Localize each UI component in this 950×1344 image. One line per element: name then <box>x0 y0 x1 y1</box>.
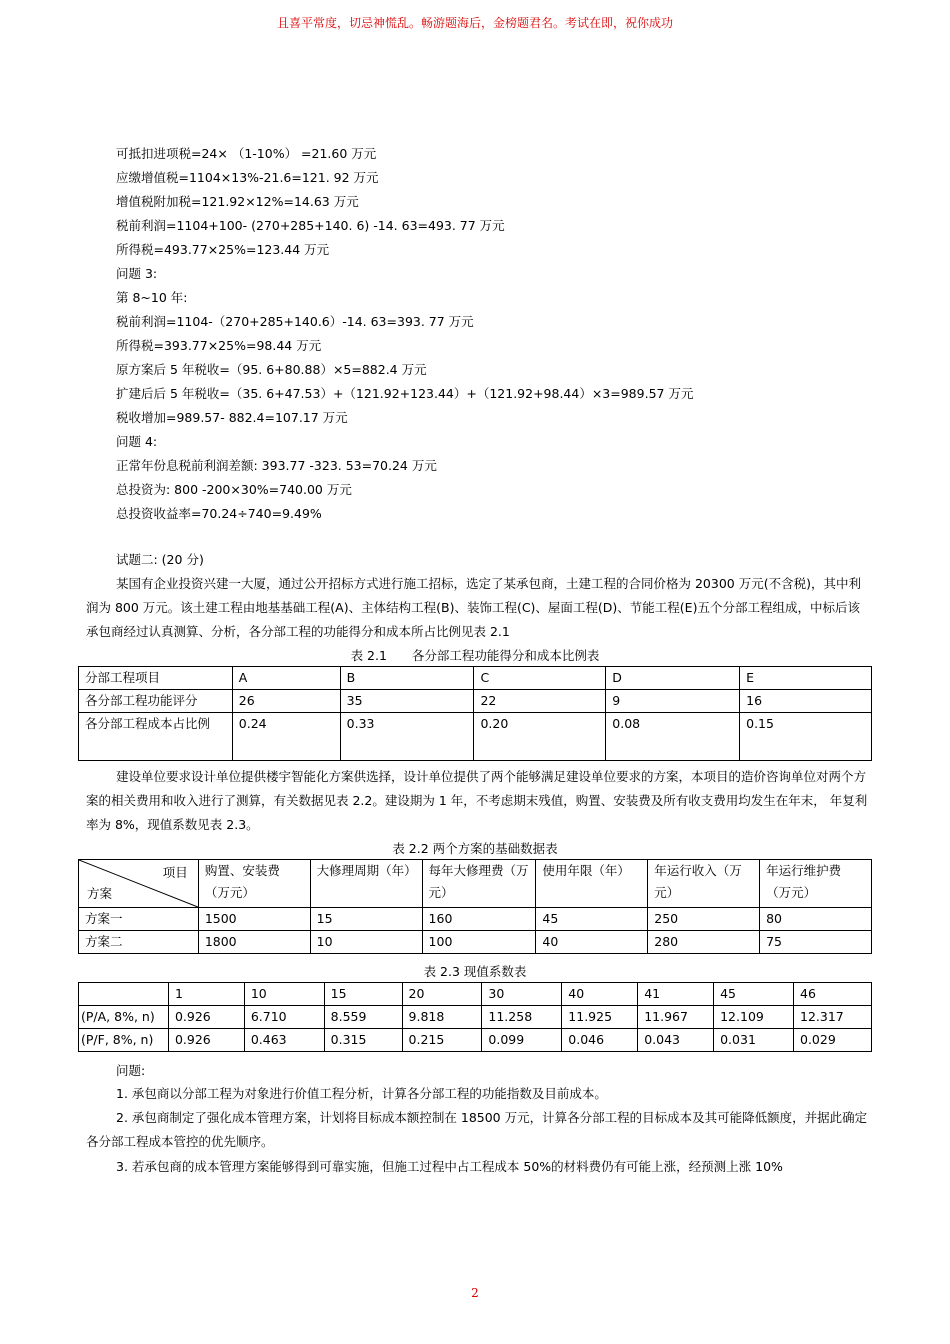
question-heading: 问题 3: <box>116 266 158 281</box>
table-cell: 0.315 <box>324 1029 402 1052</box>
table-cell: 0.099 <box>482 1029 562 1052</box>
table-cell: A <box>232 667 340 690</box>
table-cell: 6.710 <box>244 1006 324 1029</box>
corner-label-plan: 方案 <box>87 886 113 901</box>
table-cell: 0.33 <box>340 713 474 761</box>
calc-line: 第 8~10 年: <box>116 290 188 305</box>
table-header-cell: 40 <box>562 983 638 1006</box>
table-header-cell: 15 <box>324 983 402 1006</box>
table-cell: (P/A, 8%, n) <box>79 1006 169 1029</box>
table-header-cell: 10 <box>244 983 324 1006</box>
calc-line: 可抵扣进项税=24× （1-10%） =21.60 万元 <box>116 146 377 161</box>
table-header-cell: 年运行维护费（万元） <box>760 860 872 908</box>
table-cell: 100 <box>422 931 536 954</box>
questions-title: 问题: <box>116 1063 146 1078</box>
table-cell: 12.317 <box>794 1006 872 1029</box>
table-cell: 0.20 <box>474 713 606 761</box>
table-cell: 12.109 <box>714 1006 794 1029</box>
table-cell: 0.15 <box>740 713 872 761</box>
page-number: 2 <box>471 1286 479 1300</box>
table-cell: 9 <box>606 690 740 713</box>
table-cell: 0.24 <box>232 713 340 761</box>
table-cell: 15 <box>310 908 422 931</box>
calc-line: 正常年份息税前利润差额: 393.77 -323. 53=70.24 万元 <box>116 458 437 473</box>
calc-line: 所得税=393.77×25%=98.44 万元 <box>116 338 322 353</box>
table-cell: 方案一 <box>79 908 199 931</box>
table-row <box>79 860 872 908</box>
table-cell: C <box>474 667 606 690</box>
problem-paragraph: 某国有企业投资兴建一大厦，通过公开招标方式进行施工招标，选定了某承包商，土建工程的合同价格为 20300 万元(不含税)，其中利润为 800 万元。该土建工程由地基基础工程(A)、主体结构工程(B)、装饰工程(C)、屋面工程(D)、节能工程(E)五个分部工程组成，中标后该承包商经过认真测算、分析，各分部工程的功能得分和成本所占比例见表 2.1 <box>86 576 861 639</box>
table-header-cell: 20 <box>402 983 482 1006</box>
calc-line: 所得税=493.77×25%=123.44 万元 <box>116 242 330 257</box>
problem-paragraph: 建设单位要求设计单位提供楼宇智能化方案供选择，设计单位提供了两个能够满足建设单位要求的方案，本项目的造价咨询单位对两个方案的相关费用和收入进行了测算，有关数据见表 2.2。建设期为 1 年，不考虑期末残值，购置、安装费及所有收支费用均发生在年末， 年复利率为 8%，现值系数见表 2.3。 <box>86 769 868 832</box>
question-item: 2. 承包商制定了强化成本管理方案，计划将目标成本额控制在 18500 万元，计算各分部工程的目标成本及其可能降低额度，并据此确定各分部工程成本管控的优先顺序。 <box>86 1110 868 1149</box>
calc-line: 增值税附加税=121.92×12%=14.63 万元 <box>116 194 359 209</box>
table-header-cell: 每年大修理费（万元） <box>422 860 536 908</box>
table-cell: 22 <box>474 690 606 713</box>
table-cell: B <box>340 667 474 690</box>
table-cell: 9.818 <box>402 1006 482 1029</box>
calc-line: 总投资为: 800 -200×30%=740.00 万元 <box>116 482 352 497</box>
table-header-cell: 1 <box>168 983 244 1006</box>
table-cell: 分部工程项目 <box>79 667 233 690</box>
question-item: 1. 承包商以分部工程为对象进行价值工程分析，计算各分部工程的功能指数及目前成本。 <box>116 1086 607 1101</box>
table-row <box>79 931 872 954</box>
table-cell: 0.463 <box>244 1029 324 1052</box>
table-cell: 11.258 <box>482 1006 562 1029</box>
table-2-1-caption: 表 2.1 各分部工程功能得分和成本比例表 <box>350 648 600 663</box>
calc-line: 税收增加=989.57- 882.4=107.17 万元 <box>116 410 348 425</box>
table-cell: 11.967 <box>638 1006 714 1029</box>
table-cell: 0.926 <box>168 1029 244 1052</box>
table-row <box>79 1029 872 1052</box>
table-cell: 0.031 <box>714 1029 794 1052</box>
table-cell: 方案二 <box>79 931 199 954</box>
table-row <box>79 983 872 1006</box>
table-header-cell: 46 <box>794 983 872 1006</box>
table-row <box>79 713 872 761</box>
table-row <box>79 667 872 690</box>
table-cell: 160 <box>422 908 536 931</box>
table-corner-cell <box>79 860 199 908</box>
calc-line: 总投资收益率=70.24÷740=9.49% <box>116 506 322 521</box>
table-cell: 1800 <box>198 931 310 954</box>
table-header-cell: 年运行收入（万元） <box>648 860 760 908</box>
table-cell: 8.559 <box>324 1006 402 1029</box>
table-cell: 1500 <box>198 908 310 931</box>
table-header-cell: 购置、安装费（万元） <box>198 860 310 908</box>
table-cell: 11.925 <box>562 1006 638 1029</box>
table-cell: 各分部工程成本占比例 <box>79 713 233 761</box>
table-cell: 0.029 <box>794 1029 872 1052</box>
table-cell: 16 <box>740 690 872 713</box>
table-cell: (P/F, 8%, n) <box>79 1029 169 1052</box>
table-header-cell: 41 <box>638 983 714 1006</box>
table-cell: 0.08 <box>606 713 740 761</box>
calc-line: 税前利润=1104-（270+285+140.6）-14. 63=393. 77 万元 <box>116 314 474 329</box>
table-cell: 250 <box>648 908 760 931</box>
table-cell: D <box>606 667 740 690</box>
calc-line: 应缴增值税=1104×13%-21.6=121. 92 万元 <box>116 170 379 185</box>
table-cell: 各分部工程功能评分 <box>79 690 233 713</box>
calc-line: 税前利润=1104+100- (270+285+140. 6) -14. 63=493. 77 万元 <box>116 218 505 233</box>
table-row <box>79 908 872 931</box>
table-header-cell: 大修理周期（年） <box>310 860 422 908</box>
question-heading: 问题 4: <box>116 434 158 449</box>
table-cell: 40 <box>536 931 648 954</box>
table-2-1 <box>78 666 872 761</box>
table-cell: 0.043 <box>638 1029 714 1052</box>
table-2-2 <box>78 859 872 954</box>
table-2-3-caption: 表 2.3 现值系数表 <box>423 964 527 979</box>
calc-line: 扩建后后 5 年税收=（35. 6+47.53）+（121.92+123.44）+（121.92+98.44）×3=989.57 万元 <box>116 386 694 401</box>
table-cell: E <box>740 667 872 690</box>
calc-line: 原方案后 5 年税收=（95. 6+80.88）×5=882.4 万元 <box>116 362 427 377</box>
table-row <box>79 690 872 713</box>
table-header-cell <box>79 983 169 1006</box>
table-header-cell: 30 <box>482 983 562 1006</box>
table-cell: 10 <box>310 931 422 954</box>
table-header-cell: 使用年限（年） <box>536 860 648 908</box>
corner-label-item: 项目 <box>162 865 188 880</box>
table-cell: 35 <box>340 690 474 713</box>
section-title: 试题二: (20 分) <box>116 552 204 567</box>
table-2-3 <box>78 982 872 1052</box>
table-cell: 0.046 <box>562 1029 638 1052</box>
table-row <box>79 1006 872 1029</box>
table-cell: 75 <box>760 931 872 954</box>
table-cell: 80 <box>760 908 872 931</box>
table-cell: 45 <box>536 908 648 931</box>
page-header: 且喜平常度，切忌神慌乱。畅游题海后，金榜题君名。考试在即，祝你成功 <box>276 16 673 30</box>
table-cell: 0.215 <box>402 1029 482 1052</box>
question-item: 3. 若承包商的成本管理方案能够得到可靠实施，但施工过程中占工程成本 50%的材料费仍有可能上涨，经预测上涨 10% <box>116 1159 783 1174</box>
table-cell: 0.926 <box>168 1006 244 1029</box>
table-header-cell: 45 <box>714 983 794 1006</box>
table-cell: 280 <box>648 931 760 954</box>
table-2-2-caption: 表 2.2 两个方案的基础数据表 <box>392 841 558 856</box>
table-cell: 26 <box>232 690 340 713</box>
